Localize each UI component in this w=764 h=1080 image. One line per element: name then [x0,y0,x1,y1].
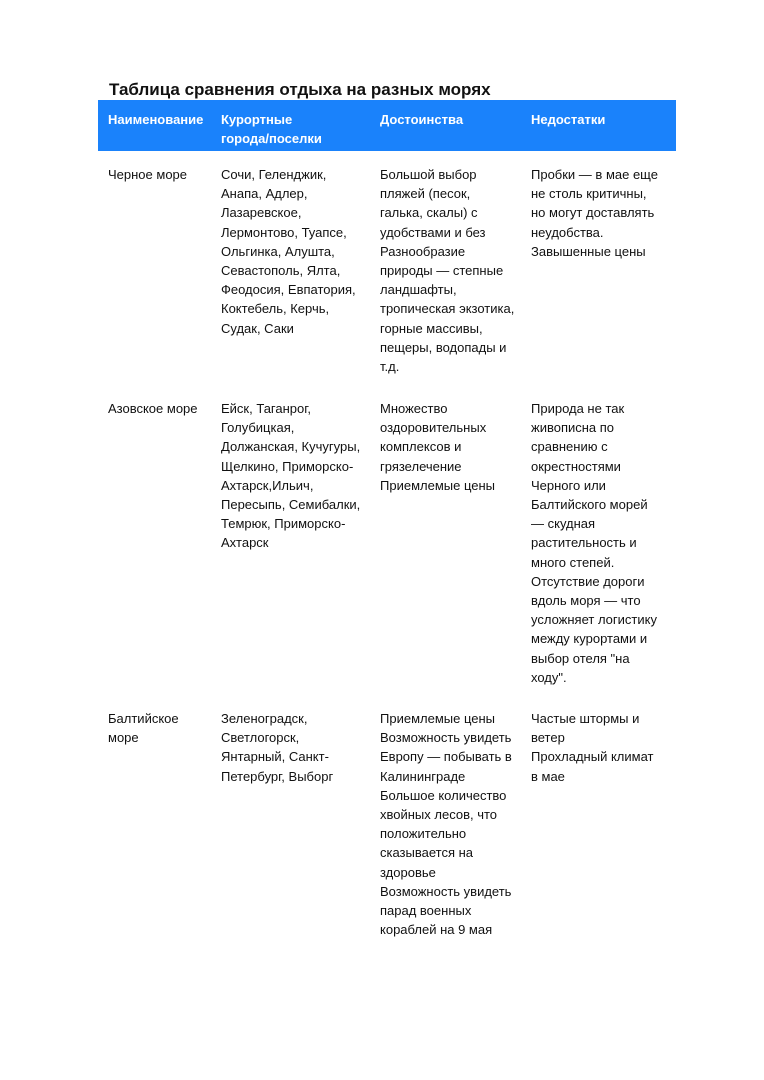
cell-line: хвойных лесов, что [380,807,498,823]
cell-line: галька, скалы) с [380,205,478,221]
page-title: Таблица сравнения отдыха на разных морях [109,80,491,99]
cell-line: не столь критичны, [531,186,647,202]
table-header-row [98,100,676,151]
comparison-table [98,100,676,941]
cell-line: грязелечение [380,458,462,474]
cell-line: Возможность увидеть [380,730,512,746]
cell-line: Сочи, Геленджик, [221,167,327,182]
cell-line: города/поселки [221,131,322,146]
cell-line: Темрюк, Приморско- [221,516,346,532]
cell-disadvantages [521,385,676,695]
cell-line: Прохладный климат [531,749,654,765]
cell-line: усложняет логистику [531,612,657,628]
cell-line: Пересыпь, Семибалки, [221,497,361,513]
cell-line: удобствами и без [380,224,486,240]
cell-line: Щелкино, Приморско- [221,458,354,474]
cell-line: комплексов и [380,439,462,455]
cell-line: Недостатки [531,112,606,127]
cell-line: Лазаревское, [221,205,302,221]
cell-line: Анапа, Адлер, [221,186,308,202]
cell-line: Множество [380,401,448,416]
cell-line: Феодосия, Евпатория, [221,282,356,298]
cell-line: много степей. [531,554,615,570]
cell-line: Должанская, Кучугуры, [221,439,361,455]
cell-line: горные массивы, [380,320,483,336]
cell-line: Светлогорск, [221,730,300,746]
cell-line: Ейск, Таганрог, [221,401,312,416]
cell-line: Разнообразие [380,243,466,259]
cell-line: Петербург, Выборг [221,768,334,784]
cell-line: пляжей (песок, [380,186,471,202]
cell-disadvantages [521,695,676,941]
cell-line: пещеры, водопады и [380,339,507,355]
cell-line: парад военных [380,903,472,919]
cell-line: Азовское море [108,401,198,416]
cell-line: кораблей на 9 мая [380,922,493,938]
cell-sea-name [98,385,211,695]
cell-line: окрестностями [531,458,621,474]
header-cons [521,100,676,151]
header-cities [211,100,370,151]
cell-line: но могут доставлять [531,205,655,221]
cell-line: Коктебель, Керчь, [221,301,330,317]
cell-line: между курортами и [531,631,648,647]
cell-line: Ахтарск,Ильич, [221,477,314,493]
cell-line: Лермонтово, Туапсе, [221,224,347,240]
cell-line: растительность и [531,535,637,551]
cell-line: Курортные [221,112,293,127]
cell-line: море [108,730,139,746]
cell-line: вдоль моря — что [531,593,641,609]
cell-line: Судак, Саки [221,320,294,336]
table-row-baltic-sea [98,695,676,941]
header-name [98,100,211,151]
cell-sea-name [98,695,211,941]
cell-line: в мае [531,768,565,784]
cell-line: Европу — побывать в [380,749,512,765]
table-row-black-sea [98,151,676,385]
cell-line: Балтийское [108,711,179,726]
cell-line: Ольгинка, Алушта, [221,243,335,259]
table-row-azov-sea [98,385,676,695]
cell-line: — скудная [531,516,596,532]
cell-line: тропическая экзотика, [380,301,515,317]
cell-line: природы — степные [380,263,504,279]
cell-line: положительно [380,826,467,842]
cell-line: Приемлемые цены [380,477,495,493]
cell-line: Черное море [108,167,188,182]
cell-resort-cities [211,385,370,695]
cell-line: сказывается на [380,845,474,861]
cell-line: Большое количество [380,787,507,803]
cell-resort-cities [211,151,370,385]
cell-line: ландшафты, [380,282,457,298]
cell-line: Черного или [531,477,606,493]
cell-line: Приемлемые цены [380,711,495,726]
cell-advantages [370,695,521,941]
cell-line: Частые штормы и [531,711,640,726]
cell-line: Зеленоградск, [221,711,308,726]
cell-line: Калининграде [380,768,466,784]
cell-line: Пробки — в мае еще [531,167,658,182]
cell-line: Природа не так [531,401,625,416]
cell-line: сравнению с [531,439,608,455]
cell-line: Достоинства [380,112,464,127]
header-pros [370,100,521,151]
cell-line: Голубицкая, [221,420,295,436]
cell-line: Наименование [108,112,204,127]
cell-line: Завышенные цены [531,243,646,259]
cell-line: живописна по [531,420,615,436]
cell-line: выбор отеля "на [531,650,630,666]
cell-disadvantages [521,151,676,385]
cell-resort-cities [211,695,370,941]
cell-line: ходу". [531,669,567,685]
cell-advantages [370,385,521,695]
cell-line: Ахтарск [221,535,269,551]
cell-line: оздоровительных [380,420,487,436]
cell-line: здоровье [380,864,436,880]
cell-line: Янтарный, Санкт- [221,749,329,765]
cell-sea-name [98,151,211,385]
cell-line: Возможность увидеть [380,883,512,899]
cell-line: Отсутствие дороги [531,573,645,589]
cell-line: неудобства. [531,224,604,240]
cell-line: Севастополь, Ялта, [221,263,341,279]
cell-line: ветер [531,730,565,746]
cell-line: Большой выбор [380,167,477,182]
cell-line: Балтийского морей [531,497,648,513]
cell-advantages [370,151,521,385]
cell-line: т.д. [380,359,400,375]
